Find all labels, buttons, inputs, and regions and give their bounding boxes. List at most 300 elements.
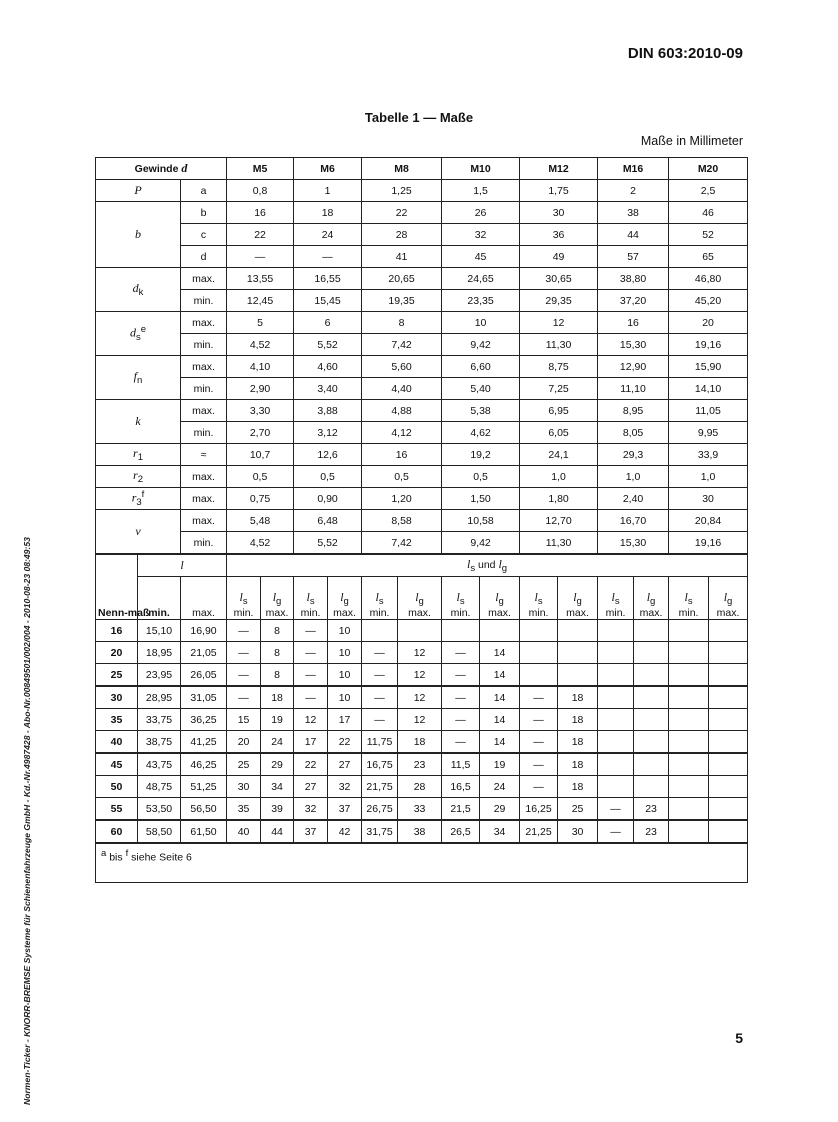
value-cell: 12,6: [294, 444, 362, 466]
length-value: 24: [480, 776, 520, 798]
value-cell: 49: [520, 246, 598, 268]
max-label: max.: [639, 607, 663, 619]
table-row: [96, 246, 748, 268]
length-value: —: [227, 620, 261, 642]
value-cell: 2,40: [598, 488, 669, 510]
value-cell: 0,5: [442, 466, 520, 488]
value-cell: 12,90: [598, 356, 669, 378]
l-min-value: 23,95: [138, 664, 181, 687]
length-value: [598, 731, 634, 754]
length-value: [669, 798, 709, 821]
length-value: 18: [261, 686, 294, 709]
r2-subscript: 2: [137, 474, 143, 486]
dk-subscript: k: [138, 287, 144, 299]
value-cell: 38: [598, 202, 669, 224]
lg-subscript: g: [498, 596, 504, 607]
value-cell: 12: [520, 312, 598, 334]
length-value: 22: [328, 731, 362, 754]
ls-min-header: [294, 577, 328, 620]
lg-max-header: [328, 577, 362, 620]
length-value: 29: [261, 753, 294, 776]
lg-max-header: [480, 577, 520, 620]
length-value: 31,75: [362, 820, 398, 843]
fn-symbol: f: [133, 368, 138, 383]
length-value: 8: [261, 664, 294, 687]
ds-subscript: s: [135, 331, 141, 343]
value-cell: 24,65: [442, 268, 520, 290]
length-value: [669, 686, 709, 709]
ls-min-header: [669, 577, 709, 620]
lg-symbol: l: [646, 589, 651, 604]
value-cell: 0,75: [227, 488, 294, 510]
length-value: [634, 620, 669, 642]
length-value: 14: [480, 642, 520, 664]
length-value: [634, 686, 669, 709]
value-cell: 19,16: [669, 532, 748, 555]
und-label: und: [477, 558, 496, 571]
length-value: —: [520, 731, 558, 754]
length-value: 10: [328, 686, 362, 709]
value-cell: 7,42: [362, 532, 442, 555]
footnote-text: siehe Seite 6: [131, 851, 192, 864]
length-value: 26,5: [442, 820, 480, 843]
length-value: 10: [328, 664, 362, 687]
l-max-value: 21,05: [181, 642, 227, 664]
length-value: [634, 642, 669, 664]
length-value: 20: [227, 731, 261, 754]
value-cell: 30,65: [520, 268, 598, 290]
ls-subscript: s: [309, 596, 315, 607]
length-value: [634, 753, 669, 776]
length-value: 17: [294, 731, 328, 754]
value-cell: 5,40: [442, 378, 520, 400]
l-symbol: l: [180, 558, 184, 572]
ls-subscript: s: [242, 596, 248, 607]
length-value: 11,75: [362, 731, 398, 754]
max-label: max.: [265, 607, 289, 619]
nennmass-value: 16: [96, 620, 138, 642]
size-header: M5: [227, 158, 294, 180]
table-row: [96, 664, 748, 687]
value-cell: 6,95: [520, 400, 598, 422]
note-cell: c: [181, 224, 227, 246]
length-value: 12: [294, 709, 328, 731]
length-value: —: [294, 686, 328, 709]
table-row: [96, 224, 748, 246]
length-value: 29: [480, 798, 520, 821]
length-value: [598, 686, 634, 709]
ds-symbol: d: [129, 325, 136, 340]
value-cell: 4,12: [362, 422, 442, 444]
length-value: [598, 776, 634, 798]
length-value: 14: [480, 731, 520, 754]
value-cell: 22: [362, 202, 442, 224]
value-cell: 7,25: [520, 378, 598, 400]
value-cell: 46: [669, 202, 748, 224]
value-cell: —: [294, 246, 362, 268]
length-value: —: [442, 664, 480, 687]
row-label-k: [96, 400, 181, 444]
value-cell: 0,5: [294, 466, 362, 488]
ls-symbol: l: [466, 556, 471, 571]
length-value: 27: [294, 776, 328, 798]
value-cell: 45: [442, 246, 520, 268]
size-header: M12: [520, 158, 598, 180]
table-caption: Tabelle 1 — Maße: [364, 110, 474, 125]
length-value: [709, 620, 748, 642]
value-cell: —: [227, 246, 294, 268]
l-max-value: 46,25: [181, 753, 227, 776]
value-cell: 4,88: [362, 400, 442, 422]
dimensions-table: [95, 157, 748, 883]
ls-min-header: [227, 577, 261, 620]
length-value: —: [442, 731, 480, 754]
ls-symbol: l: [306, 589, 310, 604]
length-value: —: [227, 686, 261, 709]
min-label: min.: [181, 378, 227, 400]
lg-max-header: [634, 577, 669, 620]
value-cell: 20,84: [669, 510, 748, 532]
value-cell: 5,60: [362, 356, 442, 378]
value-cell: 3,40: [294, 378, 362, 400]
value-cell: 4,52: [227, 334, 294, 356]
nennmass-value: 35: [96, 709, 138, 731]
dk-symbol: d: [132, 280, 139, 295]
value-cell: 1: [294, 180, 362, 202]
length-value: 23: [634, 798, 669, 821]
v-symbol: v: [135, 524, 141, 538]
value-cell: 12,45: [227, 290, 294, 312]
value-cell: 45,20: [669, 290, 748, 312]
l-max-value: 26,05: [181, 664, 227, 687]
ls-symbol: l: [611, 589, 615, 604]
value-cell: 65: [669, 246, 748, 268]
value-cell: 4,40: [362, 378, 442, 400]
length-value: —: [520, 709, 558, 731]
length-value: [669, 731, 709, 754]
length-value: [634, 731, 669, 754]
length-value: 18: [558, 776, 598, 798]
length-value: [669, 642, 709, 664]
value-cell: 24: [294, 224, 362, 246]
value-cell: 36: [520, 224, 598, 246]
length-value: 19: [261, 709, 294, 731]
length-value: 34: [261, 776, 294, 798]
max-label: max.: [333, 607, 356, 619]
value-cell: 38,80: [598, 268, 669, 290]
length-value: 42: [328, 820, 362, 843]
lg-symbol: l: [272, 589, 277, 604]
lg-max-header: [261, 577, 294, 620]
length-value: [669, 709, 709, 731]
table-row: [96, 488, 748, 510]
length-value: 19: [480, 753, 520, 776]
value-cell: 16: [362, 444, 442, 466]
length-value: 22: [294, 753, 328, 776]
table-row: [96, 334, 748, 356]
length-value: [598, 753, 634, 776]
length-value: 18: [558, 686, 598, 709]
value-cell: 1,0: [598, 466, 669, 488]
length-value: [709, 709, 748, 731]
length-value: [709, 731, 748, 754]
value-cell: 5,52: [294, 532, 362, 555]
length-value: [480, 620, 520, 642]
value-cell: 18: [294, 202, 362, 224]
max-label: max.: [181, 312, 227, 334]
value-cell: 2,70: [227, 422, 294, 444]
length-value: 23: [634, 820, 669, 843]
value-cell: 29,35: [520, 290, 598, 312]
value-cell: 6,60: [442, 356, 520, 378]
length-value: 8: [261, 642, 294, 664]
table-row: [96, 776, 748, 798]
length-value: [558, 642, 598, 664]
nennmass-value: 30: [96, 686, 138, 709]
value-cell: 3,12: [294, 422, 362, 444]
ls-subscript: s: [537, 596, 543, 607]
value-cell: 6,05: [520, 422, 598, 444]
value-cell: 19,35: [362, 290, 442, 312]
value-cell: 57: [598, 246, 669, 268]
value-cell: 16,70: [598, 510, 669, 532]
length-value: —: [294, 620, 328, 642]
size-header: M10: [442, 158, 520, 180]
length-value: [598, 709, 634, 731]
min-label: min.: [181, 334, 227, 356]
min-label: min.: [369, 607, 390, 619]
value-cell: 1,50: [442, 488, 520, 510]
length-value: 34: [480, 820, 520, 843]
length-value: —: [442, 686, 480, 709]
max-label: max.: [488, 607, 511, 619]
length-value: [709, 753, 748, 776]
min-label: min.: [181, 422, 227, 444]
lg-max-header: [398, 577, 442, 620]
gewinde-header: [96, 158, 227, 180]
value-cell: 1,20: [362, 488, 442, 510]
length-value: [709, 820, 748, 843]
nennmass-label: Nenn-maß: [98, 607, 150, 619]
value-cell: 16: [598, 312, 669, 334]
value-cell: 11,05: [669, 400, 748, 422]
value-cell: 15,30: [598, 532, 669, 555]
length-value: 15: [227, 709, 261, 731]
length-value: [398, 620, 442, 642]
lg-symbol: l: [415, 589, 419, 604]
length-value: 16,75: [362, 753, 398, 776]
nennmass-value: 20: [96, 642, 138, 664]
l-min-value: 58,50: [138, 820, 181, 843]
length-value: —: [362, 709, 398, 731]
ls-subscript: s: [459, 596, 465, 607]
length-value: —: [227, 642, 261, 664]
table-row: [96, 268, 748, 290]
length-value: 12: [398, 642, 442, 664]
nennmass-value: 40: [96, 731, 138, 754]
r3-subscript: 3: [136, 496, 142, 508]
l-min-value: 53,50: [138, 798, 181, 821]
length-value: —: [598, 820, 634, 843]
footnote-f: f: [125, 848, 129, 859]
ls-min-header: [598, 577, 634, 620]
length-value: [558, 620, 598, 642]
value-cell: 24,1: [520, 444, 598, 466]
min-label: min.: [678, 607, 699, 619]
table-row: [96, 312, 748, 334]
length-value: —: [520, 776, 558, 798]
min-label: min.: [181, 532, 227, 555]
value-cell: 0,5: [362, 466, 442, 488]
value-cell: 10,7: [227, 444, 294, 466]
value-cell: 7,42: [362, 334, 442, 356]
l-header: [138, 554, 227, 577]
length-value: —: [362, 686, 398, 709]
length-value: 18: [558, 753, 598, 776]
l-min-value: 43,75: [138, 753, 181, 776]
value-cell: 8: [362, 312, 442, 334]
length-value: —: [294, 664, 328, 687]
length-value: 12: [398, 709, 442, 731]
table-row: [96, 466, 748, 488]
value-cell: 46,80: [669, 268, 748, 290]
row-label-p: [96, 180, 181, 202]
value-cell: 0,8: [227, 180, 294, 202]
l-min-value: 15,10: [138, 620, 181, 642]
ls-min-header: [362, 577, 398, 620]
value-cell: 3,88: [294, 400, 362, 422]
length-value: 35: [227, 798, 261, 821]
length-value: 18: [398, 731, 442, 754]
length-value: 12: [398, 686, 442, 709]
ls-min-header: [442, 577, 480, 620]
table-row: [96, 686, 748, 709]
value-cell: 19,2: [442, 444, 520, 466]
l-min-value: 18,95: [138, 642, 181, 664]
length-value: 27: [328, 753, 362, 776]
table-row: [96, 820, 748, 843]
page-number: 5: [735, 1030, 743, 1046]
value-cell: 6,48: [294, 510, 362, 532]
table-row: [96, 554, 748, 577]
value-cell: 2,5: [669, 180, 748, 202]
value-cell: 32: [442, 224, 520, 246]
max-label: max.: [566, 607, 589, 619]
footnote-a: a: [101, 848, 107, 859]
value-cell: 15,45: [294, 290, 362, 312]
length-value: [442, 620, 480, 642]
lg-subscript: g: [343, 596, 349, 607]
length-value: 21,25: [520, 820, 558, 843]
value-cell: 1,0: [669, 466, 748, 488]
nennmass-value: 45: [96, 753, 138, 776]
length-value: 12: [398, 664, 442, 687]
table-row: [96, 798, 748, 821]
length-value: 28: [398, 776, 442, 798]
length-value: 30: [227, 776, 261, 798]
length-value: [520, 664, 558, 687]
nennmass-value: 55: [96, 798, 138, 821]
value-cell: 9,42: [442, 532, 520, 555]
row-label-r3: [96, 488, 181, 510]
table-row: [96, 510, 748, 532]
table-row: [96, 577, 748, 620]
ls-symbol: l: [375, 589, 379, 604]
length-value: 44: [261, 820, 294, 843]
l-max-value: 41,25: [181, 731, 227, 754]
table-row: [96, 620, 748, 642]
l-max-value: 51,25: [181, 776, 227, 798]
length-value: [598, 664, 634, 687]
max-label: max.: [181, 356, 227, 378]
nennmass-value: 50: [96, 776, 138, 798]
length-value: 11,5: [442, 753, 480, 776]
value-cell: 30: [669, 488, 748, 510]
row-label-r2: [96, 466, 181, 488]
l-min-value: 33,75: [138, 709, 181, 731]
length-value: 30: [558, 820, 598, 843]
max-label: max.: [181, 268, 227, 290]
ls-symbol: l: [684, 589, 688, 604]
length-value: 24: [261, 731, 294, 754]
length-value: —: [442, 709, 480, 731]
length-value: [669, 753, 709, 776]
length-value: [598, 642, 634, 664]
table-row: [96, 290, 748, 312]
length-value: —: [362, 642, 398, 664]
length-value: 14: [480, 664, 520, 687]
value-cell: 8,05: [598, 422, 669, 444]
nennmass-value: 60: [96, 820, 138, 843]
ls-subscript: s: [470, 563, 476, 575]
min-label: min.: [528, 607, 549, 619]
value-cell: 19,16: [669, 334, 748, 356]
length-value: 39: [261, 798, 294, 821]
length-value: [634, 709, 669, 731]
value-cell: 12,70: [520, 510, 598, 532]
nennmass-header: [96, 554, 150, 620]
value-cell: 23,35: [442, 290, 520, 312]
ls-subscript: s: [614, 596, 620, 607]
value-cell: 44: [598, 224, 669, 246]
value-cell: 0,90: [294, 488, 362, 510]
k-symbol: k: [135, 414, 141, 428]
max-label: max.: [181, 577, 227, 620]
size-header: M6: [294, 158, 362, 180]
lg-max-header: [709, 577, 748, 620]
table-row: [96, 180, 748, 202]
value-cell: 14,10: [669, 378, 748, 400]
row-label-ds: [96, 312, 181, 356]
table-row: [96, 642, 748, 664]
footnote-bis: bis: [109, 851, 123, 864]
value-cell: 2,90: [227, 378, 294, 400]
r1-subscript: 1: [137, 452, 143, 464]
value-cell: 8,75: [520, 356, 598, 378]
l-max-value: 16,90: [181, 620, 227, 642]
length-value: 37: [328, 798, 362, 821]
b-symbol: b: [135, 227, 141, 241]
l-max-value: 31,05: [181, 686, 227, 709]
value-cell: 41: [362, 246, 442, 268]
min-label: min.: [233, 607, 254, 619]
row-label-r1: [96, 444, 181, 466]
value-cell: 1,75: [520, 180, 598, 202]
lg-subscript: g: [418, 596, 424, 607]
value-cell: 9,42: [442, 334, 520, 356]
l-min-value: 28,95: [138, 686, 181, 709]
lg-max-header: [558, 577, 598, 620]
